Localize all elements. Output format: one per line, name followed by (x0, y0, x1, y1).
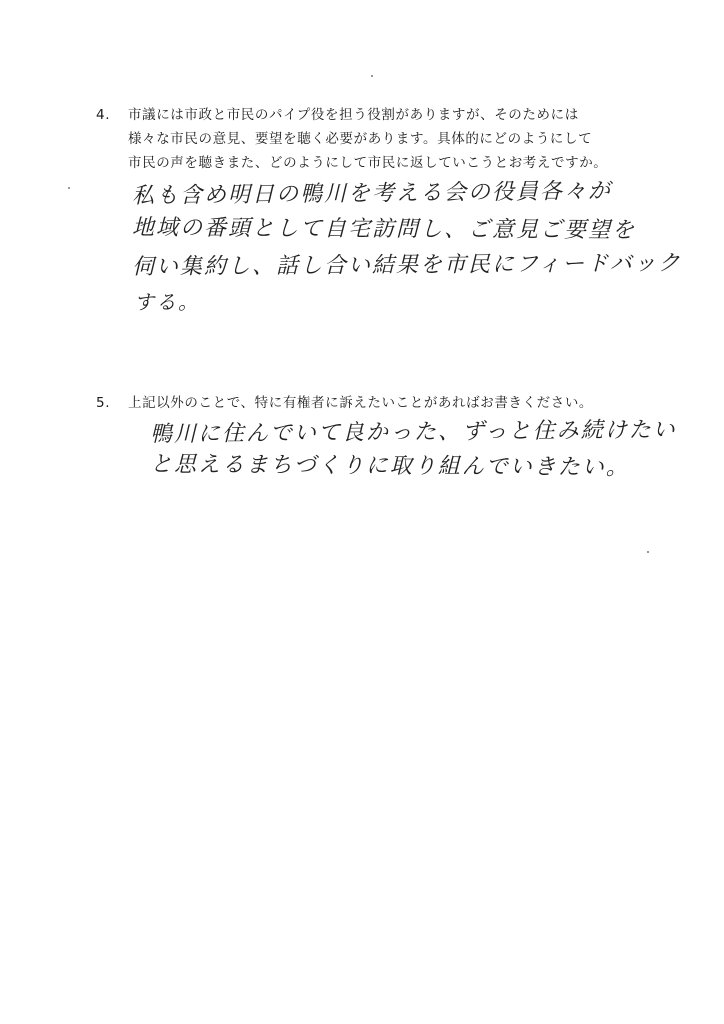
question-4 (96, 103, 656, 175)
scan-speck (371, 75, 373, 77)
question-text (128, 391, 656, 415)
question-line: 上記以外のことで、特に有権者に訴えたいことがあればお書きください。 (128, 395, 594, 411)
answer-line: と思えるまちづくりに取り組んでいきたい。 (149, 452, 630, 481)
handwritten-answer-4 (132, 176, 682, 320)
question-line: 市民の声を聴きまた、どのようにして市民に返していこうとお考えですか。 (128, 155, 608, 171)
scan-speck (68, 187, 70, 189)
answer-line: する。 (134, 290, 200, 314)
question-line: 市議には市政と市民のパイプ役を担う役割がありますが、そのためには (128, 107, 579, 123)
answer-line: 鴨川に住んでいて良かった、ずっと住み続けたい (149, 417, 677, 448)
question-number: 4. (96, 107, 111, 123)
answer-line: 私も含め明日の鴨川を考える会の役員各々が (131, 178, 613, 209)
question-number: 5. (96, 395, 111, 411)
question-text (128, 103, 656, 175)
answer-line: 地域の番頭として自宅訪問し、ご意見ご要望を (131, 215, 637, 244)
answer-line: 伺い集約し、話し合い結果を市民にフィードバック (131, 251, 682, 280)
question-line: 様々な市民の意見、要望を聴く必要があります。具体的にどのようにして (128, 131, 593, 147)
question-5 (96, 391, 656, 415)
scan-speck (647, 551, 649, 553)
handwritten-answer-5 (150, 416, 677, 484)
